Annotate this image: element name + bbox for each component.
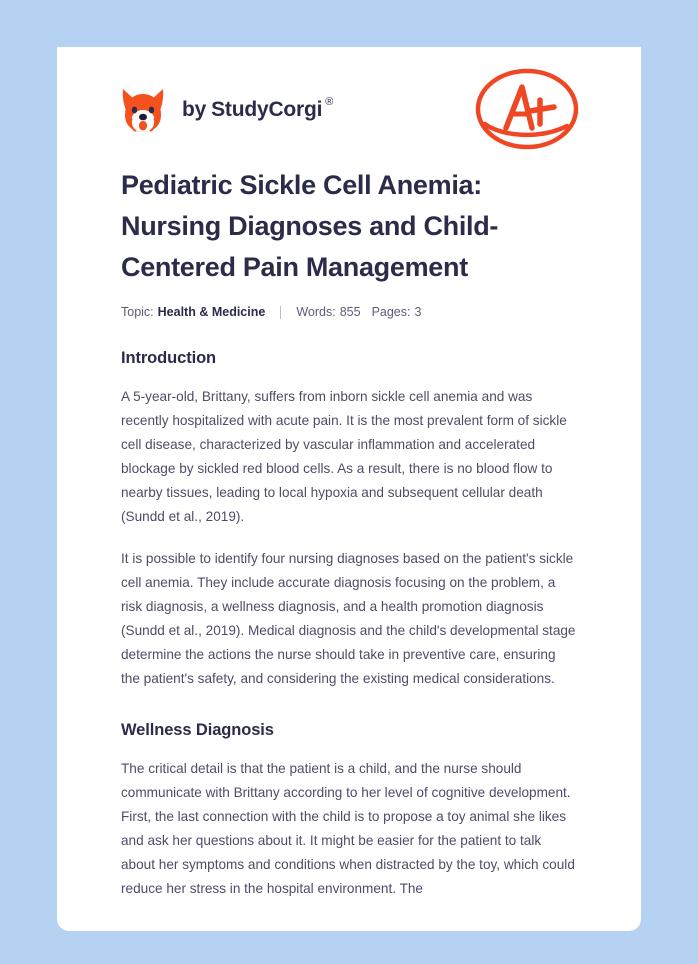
- page-title: Pediatric Sickle Cell Anemia: Nursing Diagnoses and Child-Centered Pain Management: [121, 170, 499, 282]
- paragraph: The critical detail is that the patient is a child, and the nurse should communicate with Brittany according to her level of cognitive development. First, the last connection with the child is to propose a toy animal she likes and ask her questions about it. It might be easier for the patient to talk about her symptoms and conditions when distracted by the toy, which could reduce her stress in the hospital environment. The: [121, 761, 575, 896]
- paragraph: It is possible to identify four nursing diagnoses based on the patient's sickle cell anemia. They include accurate diagnosis focusing on the problem, a risk diagnosis, a wellness diagnosis, and a health promotion diagnosis (Sundd et al., 2019). Medical diagnosis and the child's developmental stage determine the actions the nurse should take in preventive care, ensuring the patient's safety, and considering the existing medical considerations.: [121, 551, 576, 686]
- section-heading-wellness-diagnosis: Wellness Diagnosis: [121, 721, 274, 739]
- topic-label: Topic:: [121, 305, 154, 319]
- paragraph: A 5-year-old, Brittany, suffers from inborn sickle cell anemia and was recently hospitalized with acute pain. It is the most prevalent form of sickle cell disease, characterized by vascular inflammation and accelerated blockage by sickled red blood cells. As a result, there is no blood flow to nearby tissues, leading to local hypoxia and subsequent cellular death (Sundd et al., 2019).: [121, 389, 567, 524]
- registered-trademark-icon: ®: [325, 96, 334, 108]
- document-meta: [121, 305, 577, 319]
- words-label: Words:: [296, 305, 336, 319]
- brand-by-text: by: [182, 98, 207, 121]
- document-header: [121, 47, 577, 152]
- topic-value[interactable]: Health & Medicine: [157, 305, 266, 319]
- section-heading-introduction: Introduction: [121, 349, 217, 367]
- pages-label: Pages:: [371, 305, 411, 319]
- meta-separator: [280, 306, 281, 319]
- words-value: 855: [339, 305, 361, 319]
- document-paper: [57, 47, 641, 931]
- studycorgi-brand[interactable]: [121, 86, 333, 134]
- brand-name-text: StudyCorgi: [211, 98, 323, 121]
- a-plus-circled-icon: [473, 64, 581, 156]
- pages-value: 3: [414, 305, 422, 319]
- corgi-face-icon: [121, 86, 165, 134]
- brand-wordmark: [182, 96, 334, 121]
